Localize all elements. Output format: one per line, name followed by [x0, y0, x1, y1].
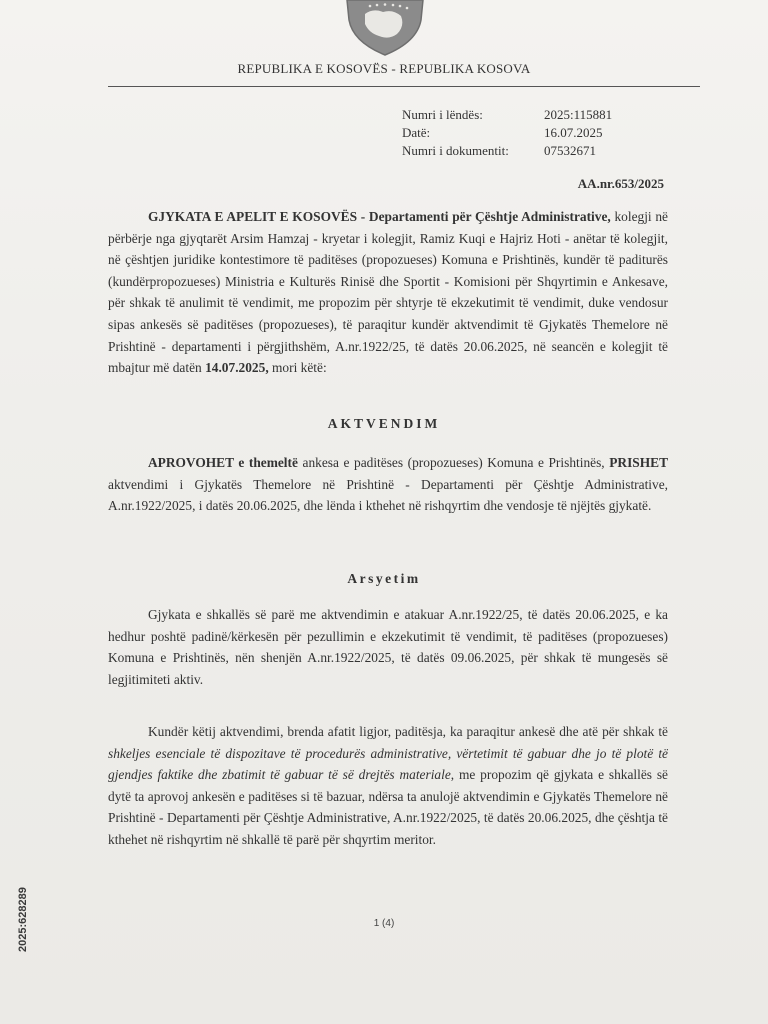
reasoning-text-2-end: , me propozim që gjykata e shkallës së dytë ta aprovoj ankesën e paditëses si të bazuar, ndërsa ta anulojë aktvendimin e Gjykatës Themelore në Prishtinë - Departamenti për Çështje Administrative, A.nr.1922/2025, të datës 20.06.2025, dhe çështja të kthehet në rishqyrtim në shkallë të parë për shqyrtim meritor.: [108, 767, 668, 847]
reasoning-paragraph-1: [108, 604, 668, 690]
reasoning-text-1: Gjykata e shkallës së parë me aktvendimin e atakuar A.nr.1922/25, të datës 20.06.2025, e ka hedhur poshtë padinë/kërkesën për pezullimin e ekzekutimit të vendimit, të paditëses (propozueses) Komuna e Prishtinës, nën shenjën A.nr.1922/2025, të datës 09.06.2025, për shkak të mungesës së legjitimiteti aktiv.: [108, 607, 668, 687]
case-number: AA.nr.653/2025: [577, 176, 664, 191]
meta-label: Numri i lëndës:: [402, 107, 483, 122]
header-divider: [108, 86, 700, 87]
approve-clause: APROVOHET e themeltë: [148, 455, 298, 470]
annul-text: aktvendimi i Gjykatës Themelore në Prishtinë - Departamenti për Çështje Administrative, A.nr.1922/2025, i datës 20.06.2025, dhe lënda i kthehet në rishqyrtim dhe vendosje të njëjtës gjykatë.: [108, 476, 668, 514]
header-title: REPUBLIKA E KOSOVËS - REPUBLIKA KOSOVA: [237, 61, 531, 76]
intro-text: kolegji në përbërje nga gjyqtarët Arsim Hamzaj - kryetar i kolegjit, Ramiz Kuqi e Hajriz Hoti - anëtar të kolegjit, në çështjen juridike kontestimore të paditëses (propozueses) Komuna e Prishtinës, kundër të paditurës (kundërpropozueses) Ministria e Kulturës Rinisë dhe Sportit - Komisioni për Shqyrtimin e Ankesave, për shkak të anulimit të vendimit, me propozim për shtyrje të ekzekutimit të vendimit, duke vendosur sipas ankesës së paditëses (propozueses), të paraqitur kundër aktvendimit të Gjykatës Themelore në Prishtinë - departamenti i përgjithshëm, A.nr.1922/25, të datës 20.06.2025, në seancën e kolegjit të mbajtur më datën: [108, 209, 668, 376]
reasoning-text-2-start: Kundër këtij aktvendimi, brenda afatit ligjor, paditësja, ka paraqitur ankesë dhe atë për shkak të: [148, 724, 668, 739]
intro-tail: mori këtë:: [268, 360, 327, 376]
side-stamp-text: 2025:628289: [17, 887, 29, 952]
annul-clause: PRISHET: [609, 455, 669, 470]
meta-value: 16.07.2025: [544, 125, 603, 140]
side-stamp: [17, 872, 31, 952]
approve-text: ankesa e paditëses (propozueses) Komuna e Prishtinës,: [297, 455, 610, 470]
kosovo-coat-of-arms-emblem: [343, 0, 427, 56]
reasoning-heading: Arsyetim: [347, 571, 421, 586]
meta-label: Datë:: [402, 125, 431, 140]
meta-label: Numri i dokumentit:: [402, 143, 509, 158]
meta-value: 2025:115881: [544, 107, 613, 122]
session-date: 14.07.2025,: [205, 360, 269, 376]
ruling-heading: AKTVENDIM: [327, 416, 441, 431]
ruling-paragraph: [108, 452, 668, 517]
meta-value: 07532671: [544, 143, 596, 158]
court-name: GJYKATA E APELIT E KOSOVËS - Departamenti për Çështje Administrative,: [148, 209, 611, 224]
reasoning-paragraph-2: [108, 721, 668, 851]
intro-paragraph: [108, 206, 668, 379]
appeal-grounds: shkeljes esenciale të dispozitave të procedurës administrative, vërtetimit të gabuar dhe jo të plotë të gjendjes faktike dhe zbatimit të gabuar të së drejtës materiale: [108, 745, 668, 783]
page-number: 1 (4): [373, 918, 395, 929]
